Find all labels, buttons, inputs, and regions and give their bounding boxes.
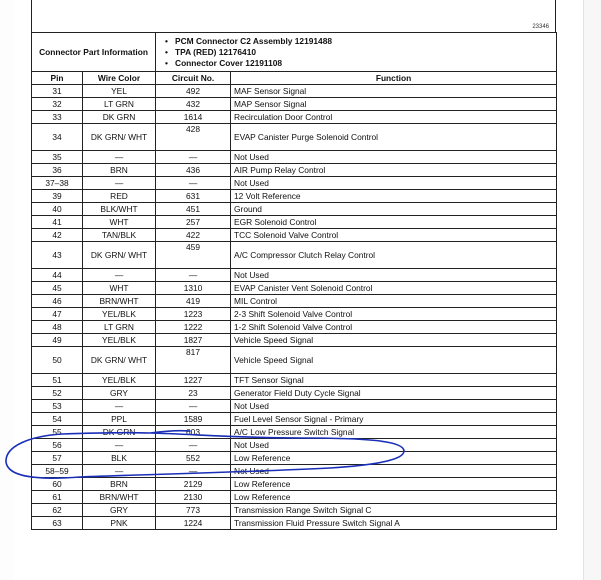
circuit-no-cell: — [156, 151, 231, 164]
wire-color-cell: — [83, 177, 156, 190]
table-row [32, 98, 557, 111]
pin-cell: 31 [32, 85, 83, 98]
table-row [32, 164, 557, 177]
circuit-no-cell: 23 [156, 387, 231, 400]
pin-cell: 54 [32, 413, 83, 426]
wire-color-cell: — [83, 151, 156, 164]
function-cell: Not Used [231, 269, 557, 282]
function-cell: A/C Low Pressure Switch Signal [231, 426, 557, 439]
wire-color-cell: BRN [83, 478, 156, 491]
circuit-no-cell: 1589 [156, 413, 231, 426]
circuit-no-cell: 492 [156, 85, 231, 98]
pin-cell: 36 [32, 164, 83, 177]
table-row [32, 400, 557, 413]
page-footer-strip [31, 574, 556, 580]
function-cell: 1-2 Shift Solenoid Valve Control [231, 321, 557, 334]
wire-color-cell: YEL [83, 85, 156, 98]
function-cell: MAP Sensor Signal [231, 98, 557, 111]
circuit-no-cell: 436 [156, 164, 231, 177]
function-cell: TCC Solenoid Valve Control [231, 229, 557, 242]
table-row [32, 282, 557, 295]
page-scrollbar-track[interactable] [583, 0, 601, 580]
pin-cell: 60 [32, 478, 83, 491]
wire-color-cell: GRY [83, 387, 156, 400]
pin-cell: 48 [32, 321, 83, 334]
circuit-no-cell: 1227 [156, 374, 231, 387]
circuit-no-cell: 459 [156, 242, 231, 269]
pin-cell: 35 [32, 151, 83, 164]
circuit-no-cell: 1223 [156, 308, 231, 321]
wire-color-cell: YEL/BLK [83, 374, 156, 387]
table-row [32, 413, 557, 426]
function-cell: Fuel Level Sensor Signal - Primary [231, 413, 557, 426]
wire-color-cell: PPL [83, 413, 156, 426]
wire-color-cell: PNK [83, 517, 156, 530]
table-row [32, 111, 557, 124]
wire-color-cell: BRN [83, 164, 156, 177]
table-row [32, 334, 557, 347]
page-left-margin [0, 0, 14, 580]
circuit-no-cell: 1222 [156, 321, 231, 334]
function-cell: TFT Sensor Signal [231, 374, 557, 387]
function-cell: EVAP Canister Purge Solenoid Control [231, 124, 557, 151]
diagram-id: 23346 [532, 24, 549, 30]
pin-cell: 56 [32, 439, 83, 452]
function-cell: Not Used [231, 465, 557, 478]
function-cell: EVAP Canister Vent Solenoid Control [231, 282, 557, 295]
table-row [32, 517, 557, 530]
table-row [32, 295, 557, 308]
circuit-no-cell: 2129 [156, 478, 231, 491]
circuit-no-cell: 1224 [156, 517, 231, 530]
pin-cell: 53 [32, 400, 83, 413]
function-cell: Low Reference [231, 478, 557, 491]
pin-cell: 39 [32, 190, 83, 203]
wire-color-cell: YEL/BLK [83, 334, 156, 347]
wire-color-cell: BLK [83, 452, 156, 465]
function-cell: Generator Field Duty Cycle Signal [231, 387, 557, 400]
circuit-no-cell: 2130 [156, 491, 231, 504]
table-row [32, 387, 557, 400]
circuit-no-cell: 1827 [156, 334, 231, 347]
pin-cell: 50 [32, 347, 83, 374]
table-row [32, 85, 557, 98]
connector-part-item: • PCM Connector C2 Assembly 12191488 [165, 36, 553, 47]
function-cell: Recirculation Door Control [231, 111, 557, 124]
column-header-circuit-no: Circuit No. [156, 72, 231, 85]
table-row [32, 504, 557, 517]
function-cell: Ground [231, 203, 557, 216]
function-cell: MAF Sensor Signal [231, 85, 557, 98]
function-cell: MIL Control [231, 295, 557, 308]
wire-color-cell: GRY [83, 504, 156, 517]
pin-cell: 41 [32, 216, 83, 229]
pin-cell: 51 [32, 374, 83, 387]
table-row [32, 124, 557, 151]
circuit-no-cell: — [156, 400, 231, 413]
table-row [32, 269, 557, 282]
pin-cell: 37–38 [32, 177, 83, 190]
pin-cell: 63 [32, 517, 83, 530]
connector-part-item: • TPA (RED) 12176410 [165, 47, 553, 58]
pin-cell: 55 [32, 426, 83, 439]
column-header-row [32, 72, 557, 85]
pin-cell: 32 [32, 98, 83, 111]
connector-info-label: Connector Part Information [32, 33, 156, 72]
table-row [32, 321, 557, 334]
pin-cell: 40 [32, 203, 83, 216]
circuit-no-cell: 603 [156, 426, 231, 439]
table-row [32, 439, 557, 452]
circuit-no-cell: 257 [156, 216, 231, 229]
wire-color-cell: DK GRN/ WHT [83, 242, 156, 269]
circuit-no-cell: 773 [156, 504, 231, 517]
pin-cell: 47 [32, 308, 83, 321]
circuit-no-cell: 451 [156, 203, 231, 216]
pin-cell: 62 [32, 504, 83, 517]
table-row [32, 478, 557, 491]
pin-cell: 34 [32, 124, 83, 151]
wire-color-cell: DK GRN [83, 426, 156, 439]
wire-color-cell: BRN/WHT [83, 491, 156, 504]
circuit-no-cell: 428 [156, 124, 231, 151]
table-row [32, 452, 557, 465]
circuit-no-cell: 419 [156, 295, 231, 308]
pin-cell: 43 [32, 242, 83, 269]
column-header-wire-color: Wire Color [83, 72, 156, 85]
wire-color-cell: RED [83, 190, 156, 203]
function-cell: Not Used [231, 177, 557, 190]
wire-color-cell: DK GRN/ WHT [83, 347, 156, 374]
circuit-no-cell: — [156, 177, 231, 190]
wire-color-cell: DK GRN [83, 111, 156, 124]
wire-color-cell: — [83, 465, 156, 478]
circuit-no-cell: 631 [156, 190, 231, 203]
circuit-no-cell: — [156, 439, 231, 452]
pin-cell: 58–59 [32, 465, 83, 478]
wire-color-cell: — [83, 439, 156, 452]
function-cell: Transmission Range Switch Signal C [231, 504, 557, 517]
connector-diagram-area [31, 0, 556, 33]
function-cell: Not Used [231, 439, 557, 452]
column-header-function: Function [231, 72, 557, 85]
table-row [32, 426, 557, 439]
function-cell: Not Used [231, 400, 557, 413]
function-cell: EGR Solenoid Control [231, 216, 557, 229]
circuit-no-cell: 432 [156, 98, 231, 111]
circuit-no-cell: 1310 [156, 282, 231, 295]
wire-color-cell: — [83, 400, 156, 413]
circuit-no-cell: 817 [156, 347, 231, 374]
function-cell: Not Used [231, 151, 557, 164]
function-cell: 2-3 Shift Solenoid Valve Control [231, 308, 557, 321]
function-cell: Low Reference [231, 491, 557, 504]
function-cell: Low Reference [231, 452, 557, 465]
wire-color-cell: LT GRN [83, 98, 156, 111]
pin-cell: 33 [32, 111, 83, 124]
connector-pinout-table [31, 32, 557, 530]
function-cell: Vehicle Speed Signal [231, 334, 557, 347]
wire-color-cell: WHT [83, 282, 156, 295]
table-row [32, 151, 557, 164]
table-row [32, 308, 557, 321]
wire-color-cell: BRN/WHT [83, 295, 156, 308]
table-row [32, 374, 557, 387]
table-row [32, 242, 557, 269]
table-row [32, 465, 557, 478]
function-cell: A/C Compressor Clutch Relay Control [231, 242, 557, 269]
pin-cell: 45 [32, 282, 83, 295]
circuit-no-cell: 552 [156, 452, 231, 465]
table-row [32, 229, 557, 242]
function-cell: 12 Volt Reference [231, 190, 557, 203]
circuit-no-cell: 422 [156, 229, 231, 242]
connector-part-list [159, 36, 553, 69]
table-row [32, 491, 557, 504]
connector-info-cell [156, 33, 557, 72]
wire-color-cell: DK GRN/ WHT [83, 124, 156, 151]
table-row [32, 216, 557, 229]
pin-cell: 42 [32, 229, 83, 242]
connector-part-item: • Connector Cover 12191108 [165, 58, 553, 69]
pin-cell: 46 [32, 295, 83, 308]
wire-color-cell: YEL/BLK [83, 308, 156, 321]
column-header-pin: Pin [32, 72, 83, 85]
connector-info-row [32, 33, 557, 72]
wire-color-cell: TAN/BLK [83, 229, 156, 242]
function-cell: AIR Pump Relay Control [231, 164, 557, 177]
pin-cell: 44 [32, 269, 83, 282]
wire-color-cell: — [83, 269, 156, 282]
table-row [32, 203, 557, 216]
function-cell: Vehicle Speed Signal [231, 347, 557, 374]
pin-cell: 57 [32, 452, 83, 465]
pin-cell: 49 [32, 334, 83, 347]
function-cell: Transmission Fluid Pressure Switch Signal A [231, 517, 557, 530]
wire-color-cell: BLK/WHT [83, 203, 156, 216]
circuit-no-cell: — [156, 269, 231, 282]
wire-color-cell: LT GRN [83, 321, 156, 334]
wire-color-cell: WHT [83, 216, 156, 229]
table-row [32, 190, 557, 203]
circuit-no-cell: — [156, 465, 231, 478]
circuit-no-cell: 1614 [156, 111, 231, 124]
table-row [32, 347, 557, 374]
pin-cell: 52 [32, 387, 83, 400]
pin-cell: 61 [32, 491, 83, 504]
table-row [32, 177, 557, 190]
